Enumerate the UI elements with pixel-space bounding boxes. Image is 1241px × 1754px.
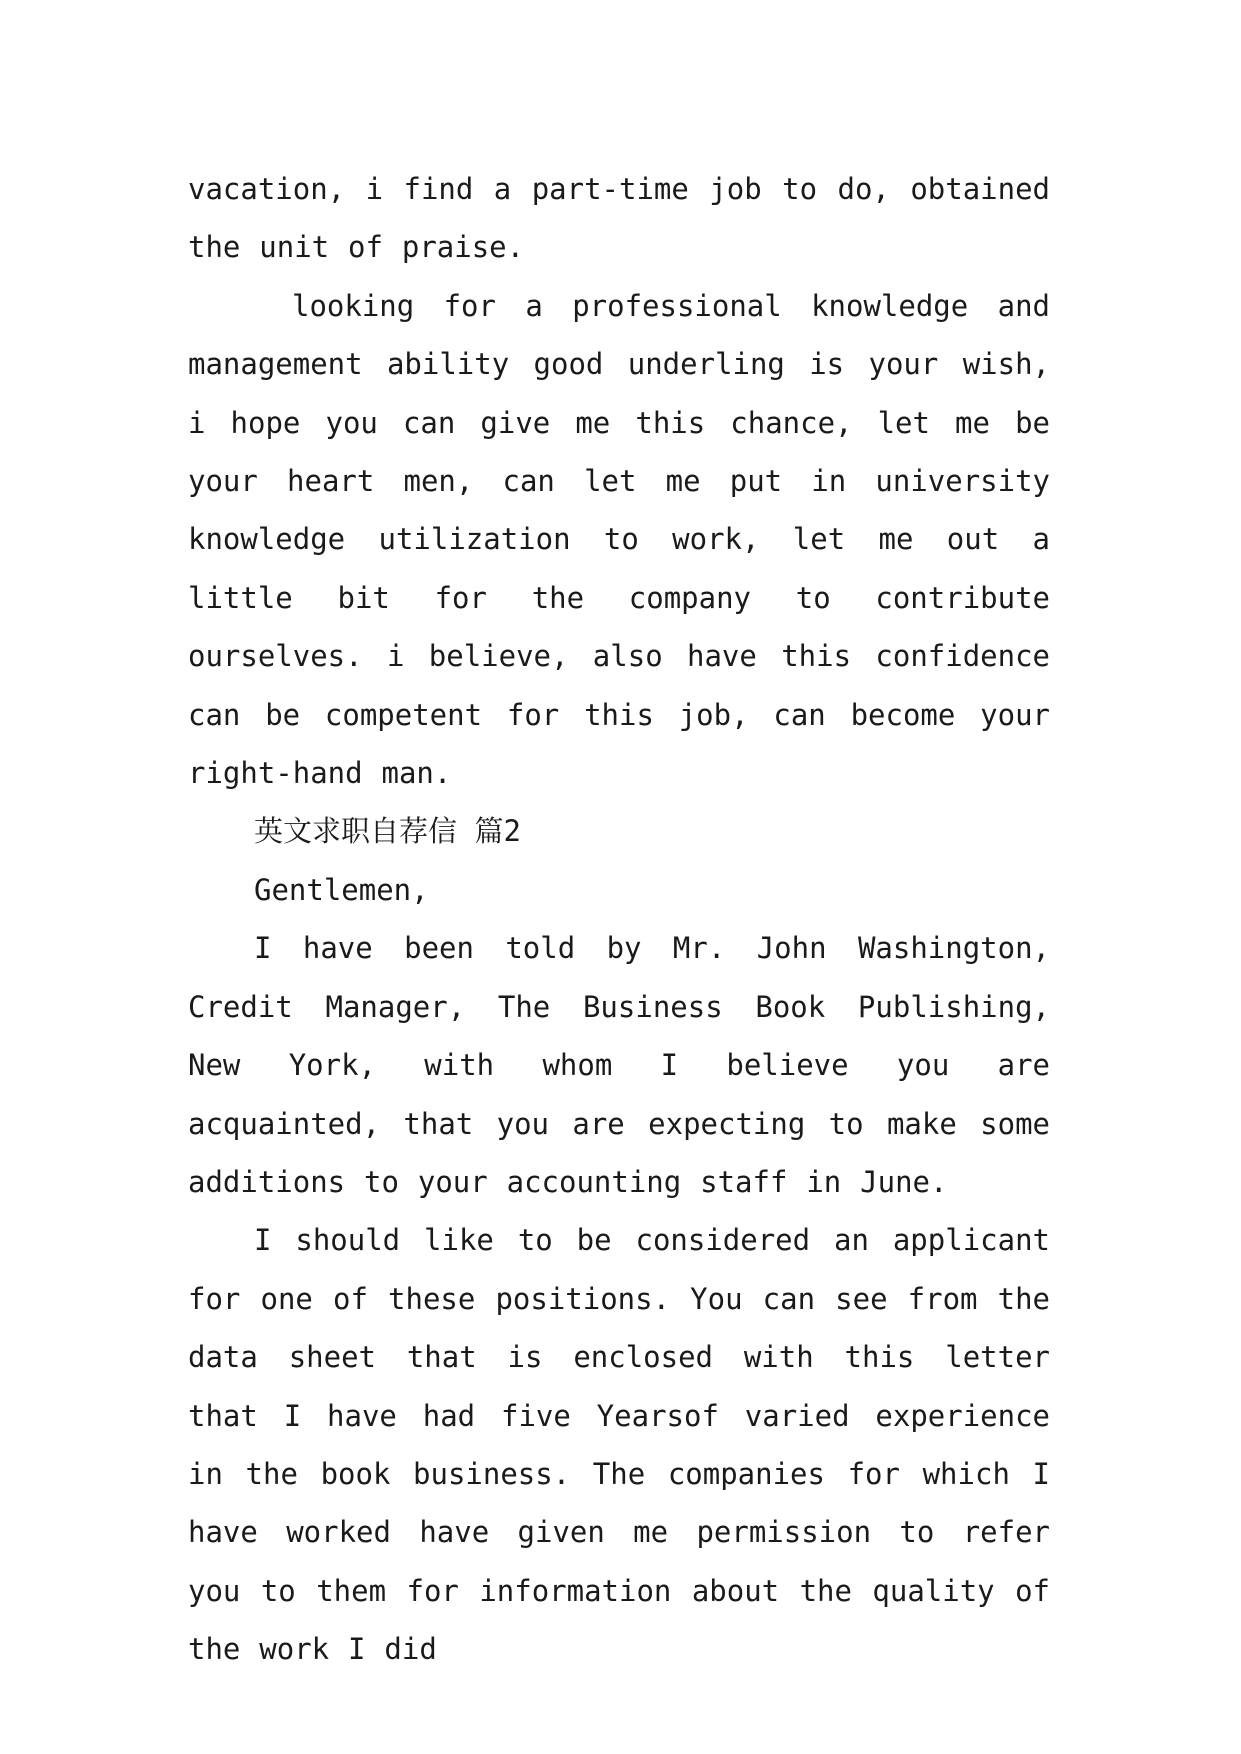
document-body (188, 160, 1050, 1679)
salutation: Gentlemen, (254, 872, 429, 907)
section-heading: 英文求职自荐信 篇2 (254, 814, 521, 849)
paragraph-looking-for: looking for a professional knowledge and management ability good underling is your wish, i hope you can give me this chance, let me be your heart men, can let me put in university knowledge utilization to work, let me out a little bit for the company to contribute ourselves. i believe, also have this confidence can be competent for this job, can become your right-hand man. (188, 288, 1050, 791)
paragraph-told-by: I have been told by Mr. John Washington, Credit Manager, The Business Book Publishing, New York, with whom I believe you are acquainted, that you are expecting to make some additions to your accounting staff in June. (188, 931, 1050, 1199)
paragraph-vacation: vacation, i find a part-time job to do, obtained the unit of praise. (188, 172, 1050, 265)
paragraph-applicant: I should like to be considered an applicant for one of these positions. You can see from the data sheet that is enclosed with this letter that I have had five Yearsof varied experience in the book business. The companies for which I have worked have given me permission to refer you to them for information about the quality of the work I did (188, 1223, 1050, 1667)
